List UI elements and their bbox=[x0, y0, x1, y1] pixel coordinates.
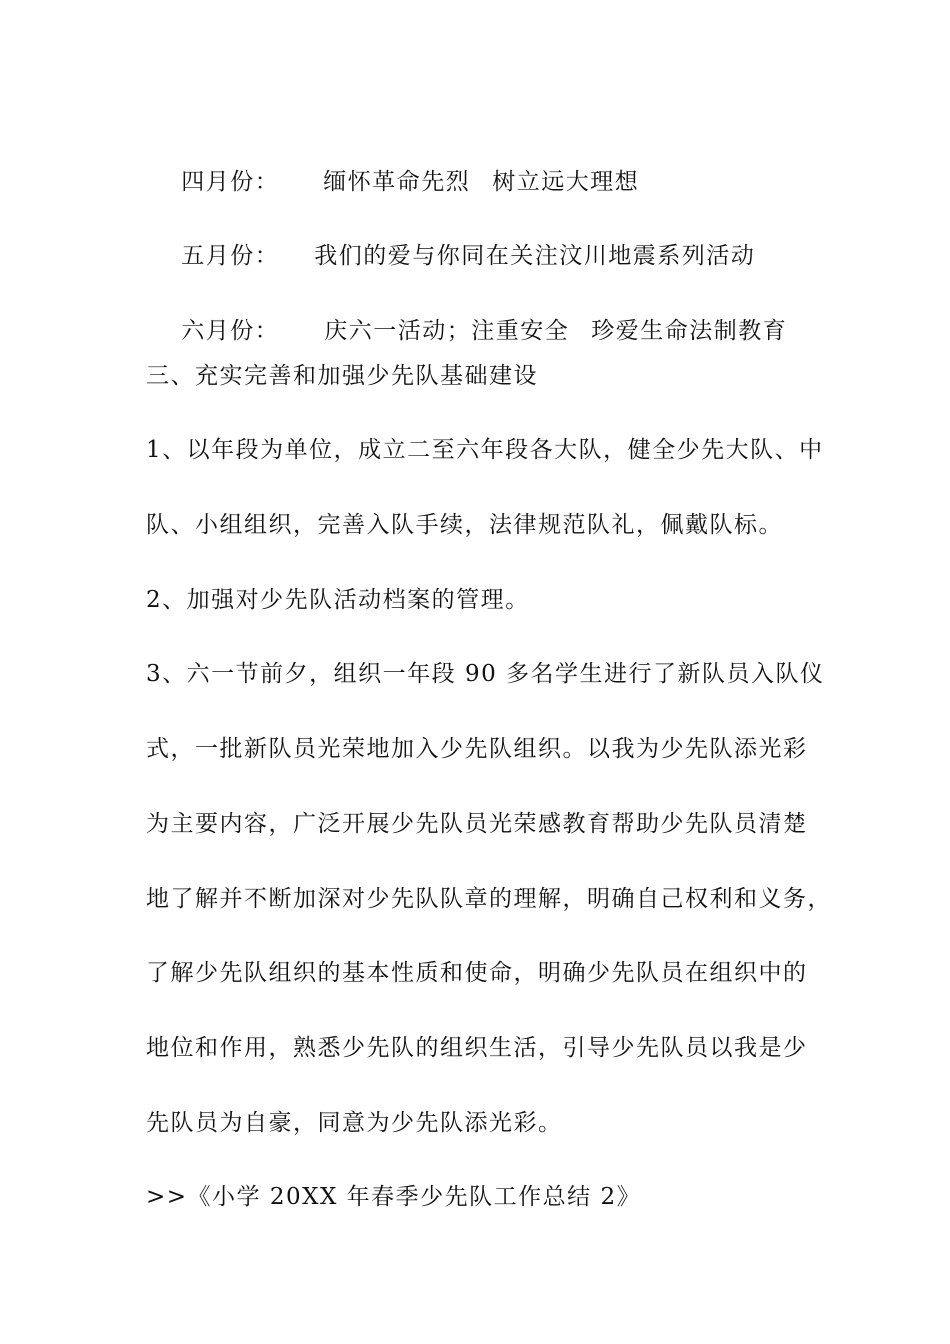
month-label: 四月份： bbox=[181, 169, 280, 195]
item1-line2: 队、小组组织，完善入队手续，法律规范队礼，佩戴队标。 bbox=[146, 512, 783, 538]
activity-text: 我们的爱与你同在关注汶川地震系列活动 bbox=[314, 243, 756, 269]
item3-line2: 式，一批新队员光荣地加入少先队组织。以我为少先队添光彩 bbox=[146, 736, 808, 762]
activity-text: 庆六一活动；注重安全 bbox=[324, 318, 570, 344]
item3-line4: 地了解并不断加深对少先队队章的理解，明确自己权利和义务， bbox=[146, 886, 832, 912]
related-article-link[interactable]: >>《小学 20XX 年春季少先队工作总结 2》 bbox=[146, 1184, 642, 1210]
item1-line1: 1、以年段为单位，成立二至六年段各大队，健全少先大队、中 bbox=[146, 437, 824, 463]
item3-line3: 为主要内容，广泛开展少先队员光荣感教育帮助少先队员清楚 bbox=[146, 811, 808, 837]
activity-text: 缅怀革命先烈 bbox=[323, 169, 471, 195]
section-heading: 三、充实完善和加强少先队基础建设 bbox=[146, 363, 538, 389]
item3-line6: 地位和作用，熟悉少先队的组织生活，引导少先队员以我是少 bbox=[146, 1035, 808, 1061]
activity-text: 树立远大理想 bbox=[492, 169, 640, 195]
item2: 2、加强对少先队活动档案的管理。 bbox=[146, 587, 530, 613]
month-label: 六月份： bbox=[181, 318, 280, 344]
item3-line5: 了解少先队组织的基本性质和使命，明确少先队员在组织中的 bbox=[146, 960, 808, 986]
item3-line1: 3、六一节前夕，组织一年段 90 多名学生进行了新队员入队仪 bbox=[146, 661, 825, 687]
item3-line7: 先队员为自豪，同意为少先队添光彩。 bbox=[146, 1110, 563, 1136]
month-label: 五月份： bbox=[181, 243, 280, 269]
activity-text: 珍爱生命法制教育 bbox=[591, 318, 788, 344]
